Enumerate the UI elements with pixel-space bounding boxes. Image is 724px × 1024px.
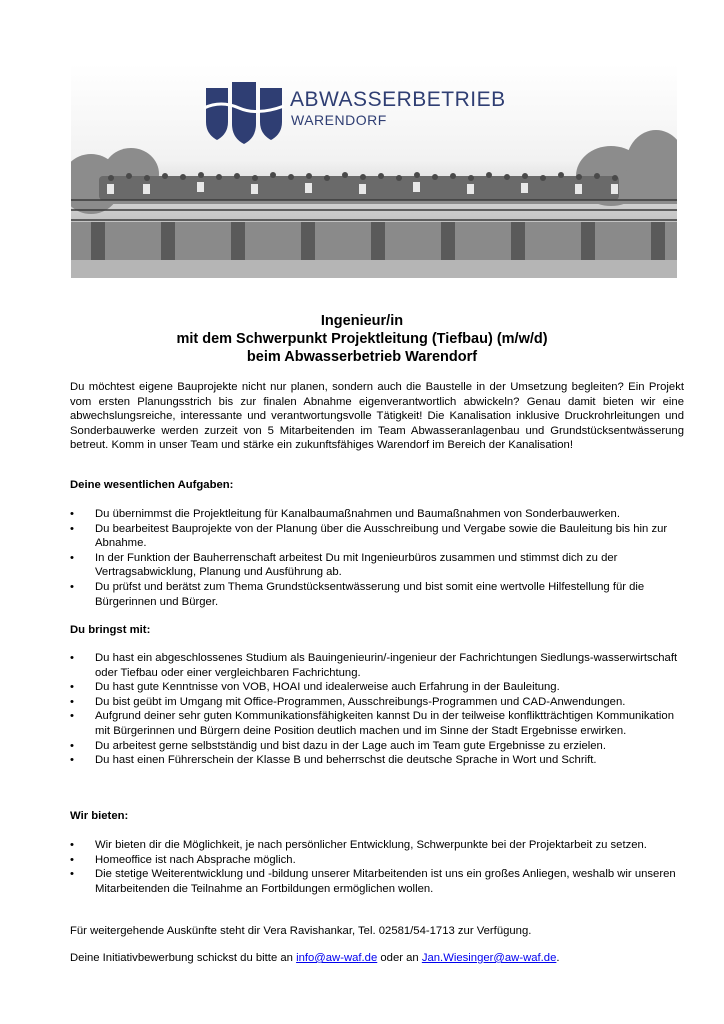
list-item: • Du übernimmst die Projektleitung für Kanalbaumaßnahmen und Baumaßnahmen von Sonderbauwerken.	[70, 507, 680, 522]
requirements-heading: Du bringst mit:	[70, 624, 151, 636]
email-link-wiesinger[interactable]: Jan.Wiesinger@aw-waf.de	[421, 952, 557, 964]
offer-list	[70, 838, 680, 896]
tasks-heading: Deine wesentlichen Aufgaben:	[70, 479, 234, 491]
offer-heading: Wir bieten:	[70, 810, 129, 822]
list-item: • Du prüfst und berätst zum Thema Grundstücksentwässerung und bist somit eine wertvolle Hilfestellung für die Bürgerinnen und Bürger.	[70, 580, 680, 609]
company-logo-icon	[204, 82, 284, 144]
list-item: • In der Funktion der Bauherrenschaft arbeitest Du mit Ingenieurbüros zusammen und stimmst dich zu der Vertragsabwicklung, Planung und Ausführung ab.	[70, 551, 680, 580]
list-item: • Du hast ein abgeschlossenes Studium als Bauingenieurin/-ingenieur der Fachrichtungen Siedlungs-wasserwirtschaft oder Tiefbau oder einer vergleichbaren Fachrichtung.	[70, 651, 680, 680]
application-suffix: .	[556, 952, 560, 964]
list-item: • Aufgrund deiner sehr guten Kommunikationsfähigkeiten kannst Du in der teilweise konfliktträchtigen Kommunikation mit Bürgerinnen und Bürgern deine Position deutlich machen und im Sinne der Stadt Ergebnisse erwirken.	[70, 709, 680, 738]
job-title	[70, 312, 654, 366]
list-item: • Du hast gute Kenntnisse von VOB, HOAI und idealerweise auch Erfahrung in der Bauleitung.	[70, 680, 680, 695]
application-middle: oder an	[377, 952, 422, 964]
title-line2: mit dem Schwerpunkt Projektleitung (Tiefbau) (m/w/d)	[176, 331, 548, 347]
intro-paragraph: Du möchtest eigene Bauprojekte nicht nur planen, sondern auch die Baustelle in der Umsetzung begleiten? Ein Projekt vom ersten Planungsstrich bis zur finalen Abnahme eigenverantwortlich abwickeln? Genau damit bieten wir eine abwechslungsreiche, interessante und verantwortungsvolle Tätigkeit! Die Kanalisation inklusive Druckrohrleitungen und Sonderbauwerke werden zurzeit von 5 Mitarbeitenden im Team Abwasseranlagenbau und Grundstücksentwässerung betreut. Komm in unser Team und stärke ein zukunftsfähiges Warendorf im Bereich der Kanalisation!	[70, 381, 684, 452]
logo-line2: WARENDORF	[291, 112, 387, 128]
list-item: • Wir bieten dir die Möglichkeit, je nach persönlicher Entwicklung, Schwerpunkte bei der Projektarbeit zu setzen.	[70, 838, 680, 853]
list-item: • Homeoffice ist nach Absprache möglich.	[70, 853, 680, 868]
list-item: • Du bist geübt im Umgang mit Office-Programmen, Ausschreibungs-Programmen und CAD-Anwendungen.	[70, 695, 680, 710]
tasks-list	[70, 507, 680, 609]
logo-line1: ABWASSERBETRIEB	[290, 88, 506, 111]
title-line1: Ingenieur/in	[320, 313, 404, 329]
application-paragraph	[70, 951, 680, 966]
list-item: • Du bearbeitest Bauprojekte von der Planung über die Ausschreibung und Vergabe sowie die Bauleitung bis hin zur Abnahme.	[70, 522, 680, 551]
list-item: • Du hast einen Führerschein der Klasse B und beherrschst die deutsche Sprache in Wort und Schrift.	[70, 753, 680, 768]
email-link-info[interactable]: info@aw-waf.de	[296, 952, 378, 964]
title-line3: beim Abwasserbetrieb Warendorf	[246, 349, 478, 365]
contact-paragraph: Für weitergehende Auskünfte steht dir Vera Ravishankar, Tel. 02581/54-1713 zur Verfügung.	[70, 925, 532, 937]
header-banner	[71, 64, 677, 278]
requirements-list	[70, 651, 680, 768]
team-people	[99, 172, 619, 200]
application-prefix: Deine Initiativbewerbung schickst du bitte an	[70, 952, 297, 964]
list-item: • Die stetige Weiterentwicklung und -bildung unserer Mitarbeitenden ist uns ein großes Anliegen, weshalb wir unseren Mitarbeitenden die Teilnahme an Fortbildungen ermöglichen wollen.	[70, 867, 680, 896]
list-item: • Du arbeitest gerne selbstständig und bist dazu in der Lage auch im Team gute Ergebnisse zu erzielen.	[70, 739, 680, 754]
